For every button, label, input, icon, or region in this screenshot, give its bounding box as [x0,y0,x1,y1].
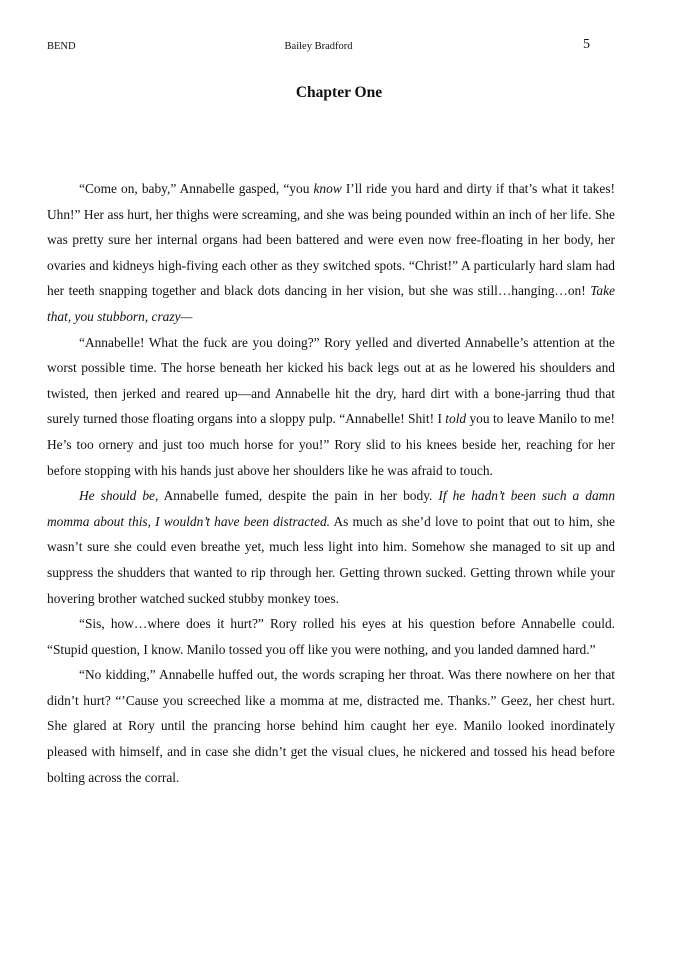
paragraph-text-italic: Take that, you stubborn, crazy— [47,283,615,324]
paragraph-text-italic: He should be, [79,488,159,504]
paragraph [47,330,615,484]
paragraph-text-italic: know [313,181,342,196]
paragraph-text: “Come on, baby,” Annabelle gasped, “you [79,181,314,196]
header-author: Bailey Bradford [284,41,353,52]
paragraph-text: I’ll ride you hard and dirty if that’s what it takes! Uhn!” Her ass hurt, her thighs were screaming, and she was being pounded within an inch of her life. She was pretty sure her internal organs had been battered and were even now free-floating in her body, her ovaries and kidneys high-fiving each other as they switched spots. “Christ!” A particularly hard slam had her teeth snapping together and black dots dancing in her vision, but she was still…hanging…on! [47,181,615,299]
paragraph-text: Annabelle fumed, despite the pain in her body. [158,488,439,504]
paragraph-text: “Sis, how…where does it hurt?” Rory rolled his eyes at his question before Annabelle could. “Stupid question, I know. Manilo tossed you off like you were nothing, and you landed damned hard.” [47,616,615,657]
paragraph [47,483,615,611]
paragraph-text: “No kidding,” Annabelle huffed out, the words scraping her throat. Was there nowhere on her that didn’t hurt? “’Cause you screeched like a momma at me, distracted me. Thanks.” Geez, her chest hurt. She glared at Rory until the prancing horse behind him caught her eye. Manilo looked inordinately pleased with himself, and in case she didn’t get the visual clues, he nickered and tossed his head before bolting across the corral. [47,667,615,785]
paragraph-text: you to leave Manilo to me! He’s too ornery and just too much horse for you!” Rory slid to his knees beside her, reaching for her before stopping with his hands just above her shoulders like he was afraid to touch. [47,411,615,478]
paragraph [47,176,615,330]
paragraph-text-italic: If he hadn’t been such a damn momma about this, I wouldn’t have been distracted. [47,488,616,529]
paragraph-text-italic: told [445,411,467,427]
chapter-title: Chapter One [295,84,383,101]
running-header [47,39,590,57]
header-book-title: BEND [47,41,76,52]
page-number: 5 [583,37,590,52]
chapter-body [47,176,615,790]
paragraph-text: As much as she’d love to point that out to him, she wasn’t sure she could even breathe yet, much less light into him. Somehow she managed to sit up and suppress the shudders that wanted to rip through her. Getting thrown sucked. Getting thrown while your hovering brother watched sucked stubby monkey toes. [47,513,615,606]
paragraph [47,662,615,790]
paragraph-text: “Annabelle! What the fuck are you doing?” Rory yelled and diverted Annabelle’s attention at the worst possible time. The horse beneath her kicked his back legs out at as he lowered his shoulders and twisted, then jerked and reared up—and Annabelle hit the dry, hard dirt with a bone-jarring thud that surely turned those floating organs into a sloppy pulp. “Annabelle! Shit! I [47,334,615,427]
paragraph [47,611,615,662]
